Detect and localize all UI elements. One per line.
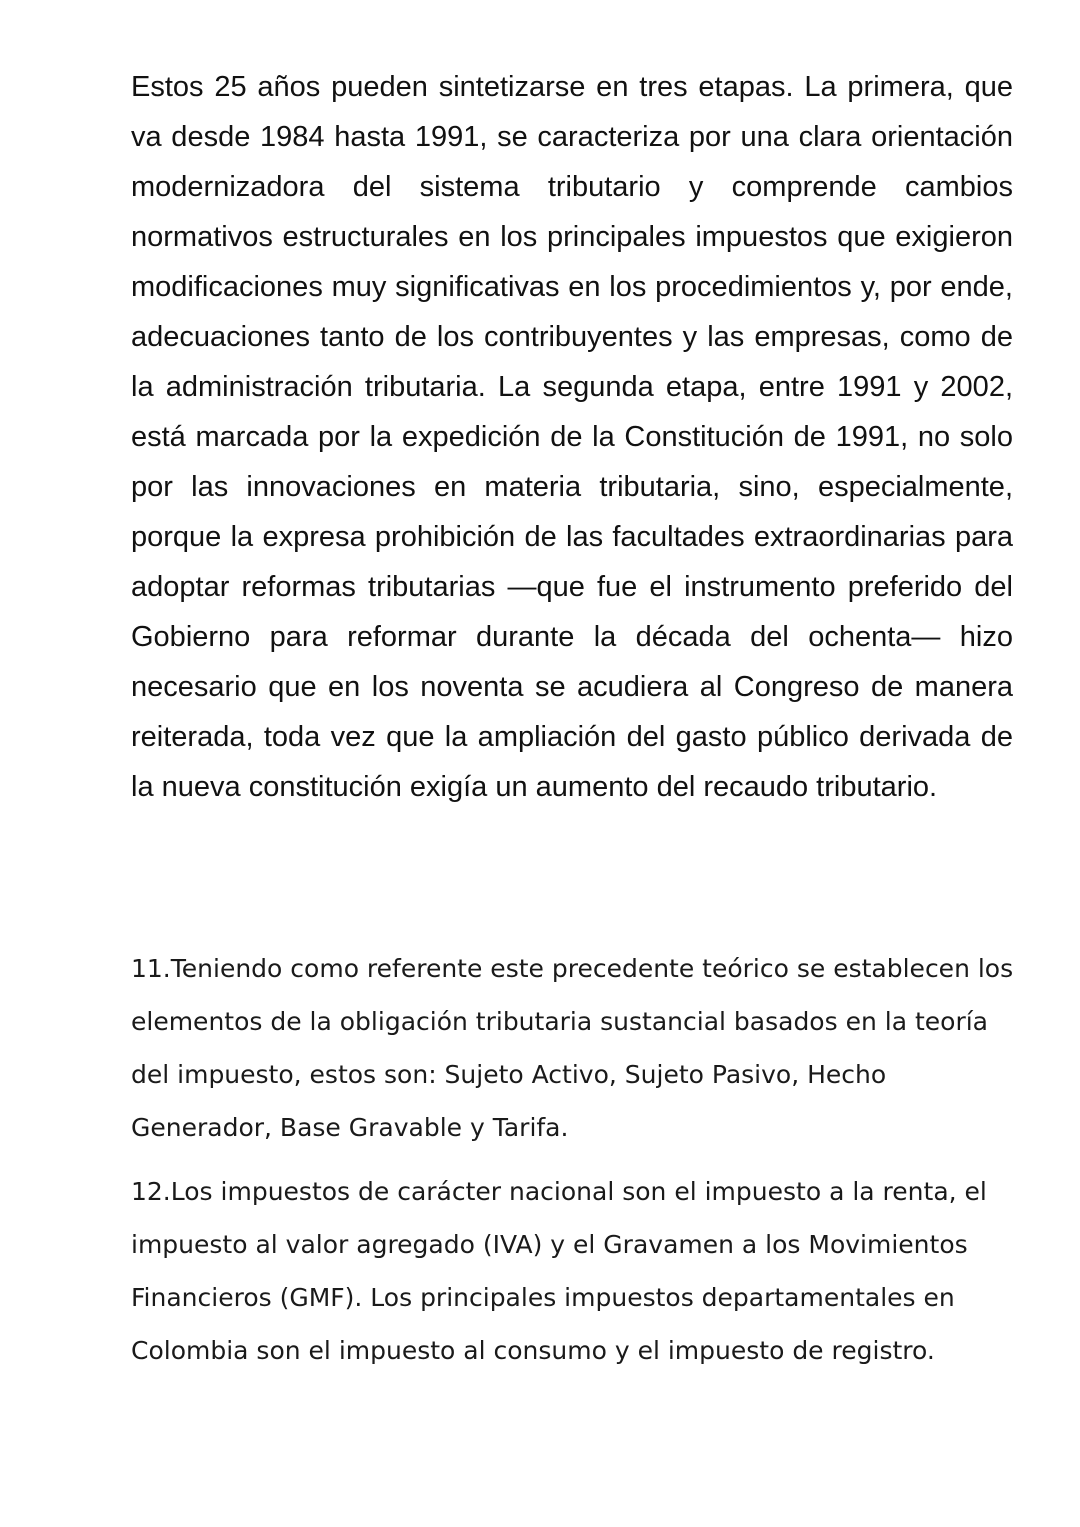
numbered-item-12 [131, 1165, 1021, 1377]
item-text: Teniendo como referente este precedente teórico se establecen los elementos de la obligación tributaria sustancial basados en la teoría del impuesto, estos son: Sujeto Activo, Sujeto Pasivo, Hecho Generador, Base Gravable y Tarifa. [131, 954, 1014, 1142]
intro-paragraph: Estos 25 años pueden sintetizarse en tres etapas. La primera, que va desde 1984 hasta 1991, se caracteriza por una clara orientación modernizadora del sistema tributario y comprende cambios normativos estructurales en los principales impuestos que exigieron modificaciones muy significativas en los procedimientos y, por ende, adecuaciones tanto de los contribuyentes y las empresas, como de la administración tributaria. La segunda etapa, entre 1991 y 2002, está marcada por la expedición de la Constitución de 1991, no solo por las innovaciones en materia tributaria, sino, especialmente, porque la expresa prohibición de las facultades extraordinarias para adoptar reformas tributarias —que fue el instrumento preferido del Gobierno para reformar durante la década del ochenta— hizo necesario que en los noventa se acudiera al Congreso de manera reiterada, toda vez que la ampliación del gasto público derivada de la nueva constitución exigía un aumento del recaudo tributario. [131, 71, 1013, 803]
item-number: 12. [131, 1177, 171, 1206]
item-number: 11. [131, 954, 171, 983]
numbered-item-11 [131, 942, 1021, 1154]
item-text: Los impuestos de carácter nacional son el impuesto a la renta, el impuesto al valor agregado (IVA) y el Gravamen a los Movimientos Financieros (GMF). Los principales impuestos departamentales en Colombia son el impuesto al consumo y el impuesto de registro. [131, 1177, 987, 1365]
